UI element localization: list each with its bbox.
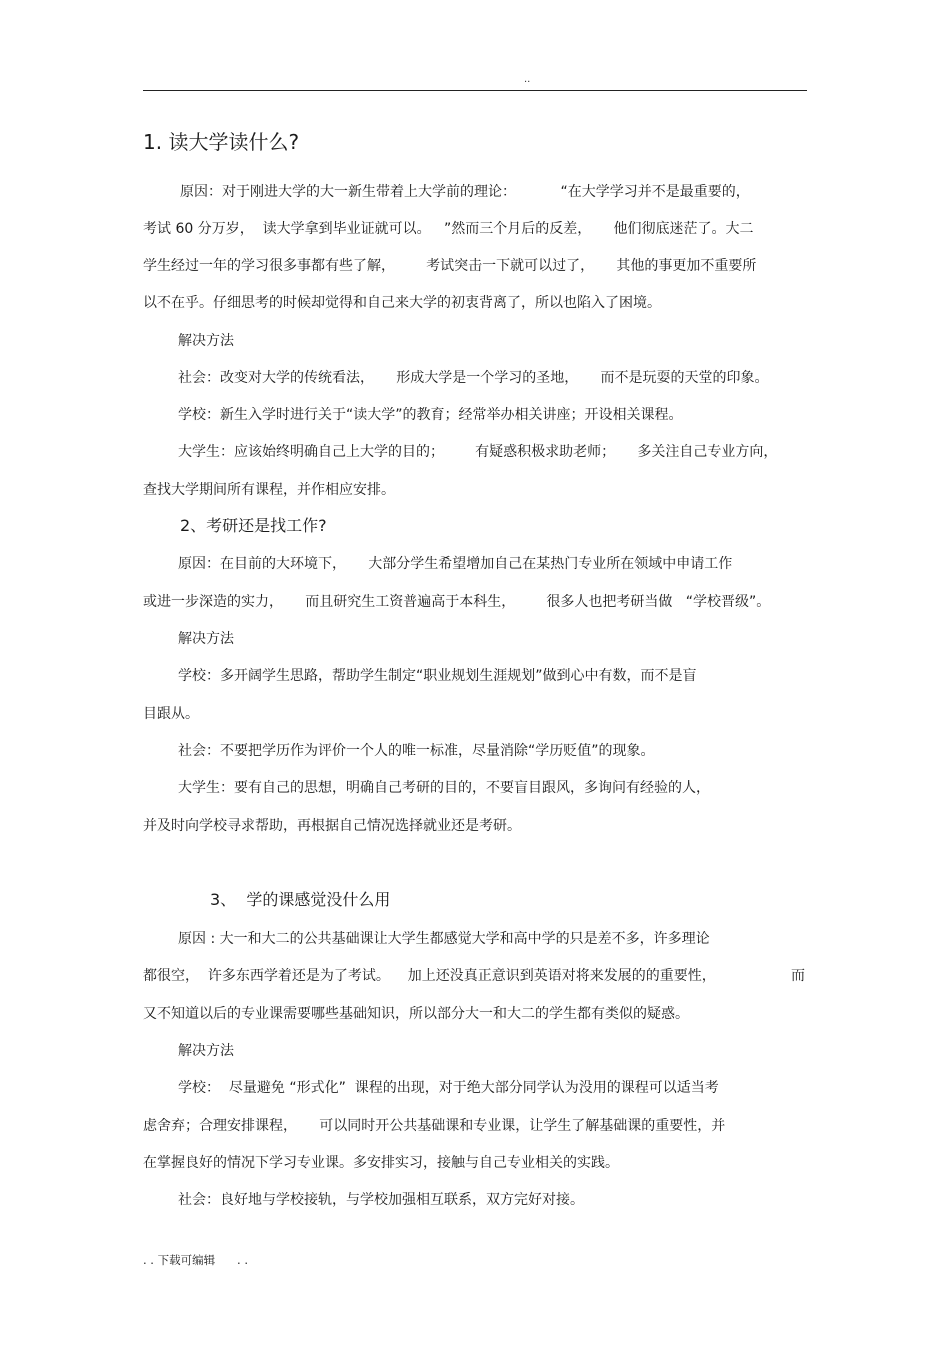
paragraph-line: 学生经过一年的学习很多事都有些了解， 考试突击一下就可以过了， 其他的事更加不重要所 bbox=[143, 258, 757, 274]
paragraph-line: 学校：多开阔学生思路，帮助学生制定“职业规划生涯规划”做到心中有数，而不是盲 bbox=[178, 668, 697, 684]
paragraph-line: 学校： 尽量避免 “形式化” 课程的出现，对于绝大部分同学认为没用的课程可以适当考 bbox=[178, 1080, 719, 1096]
paragraph-line: 社会：不要把学历作为评价一个人的唯一标准，尽量消除“学历贬值”的现象。 bbox=[178, 743, 655, 759]
paragraph-line: 虑舍弃；合理安排课程， 可以同时开公共基础课和专业课，让学生了解基础课的重要性，并 bbox=[143, 1118, 726, 1134]
paragraph-line: 考试 60 分万岁， 读大学拿到毕业证就可以。 ”然而三个月后的反差， 他们彻底迷茫了。大二 bbox=[143, 221, 754, 237]
paragraph-line: 目跟从。 bbox=[143, 706, 199, 722]
paragraph-line: 以不在乎。仔细思考的时候却觉得和自己来大学的初衷背离了，所以也陷入了困境。 bbox=[143, 295, 661, 311]
section-3-title: 3、 学的课感觉没什么用 bbox=[210, 890, 391, 909]
solution-heading: 解决方法 bbox=[178, 1043, 234, 1059]
solution-heading: 解决方法 bbox=[178, 631, 234, 647]
paragraph-line: 社会：良好地与学校接轨，与学校加强相互联系，双方完好对接。 bbox=[178, 1192, 584, 1208]
paragraph-line: 原因 : 大一和大二的公共基础课让大学生都感觉大学和高中学的只是差不多，许多理论 bbox=[178, 931, 710, 947]
paragraph-line: 大学生：要有自己的思想，明确自己考研的目的，不要盲目跟风，多询问有经验的人， bbox=[178, 780, 710, 796]
section-1-title: 1. 读大学读什么? bbox=[143, 130, 300, 154]
paragraph-line: 又不知道以后的专业课需要哪些基础知识，所以部分大一和大二的学生都有类似的疑惑。 bbox=[143, 1006, 689, 1022]
solution-heading: 解决方法 bbox=[178, 333, 234, 349]
header-rule bbox=[143, 90, 807, 91]
paragraph-line: 学校：新生入学时进行关于“读大学”的教育；经常举办相关讲座；开设相关课程。 bbox=[178, 407, 683, 423]
paragraph-line: 在掌握良好的情况下学习专业课。多安排实习，接触与自己专业相关的实践。 bbox=[143, 1155, 619, 1171]
paragraph-line: 原因：对于刚进大学的大一新生带着上大学前的理论： “在大学学习并不是最重要的， bbox=[180, 184, 750, 200]
section-2-title: 2、考研还是找工作? bbox=[180, 516, 327, 535]
paragraph-line: 原因：在目前的大环境下， 大部分学生希望增加自己在某热门专业所在领域中申请工作 bbox=[178, 556, 733, 572]
paragraph-line-end: 而 bbox=[791, 968, 805, 984]
paragraph-line: 并及时向学校寻求帮助，再根据自己情况选择就业还是考研。 bbox=[143, 818, 521, 834]
header-dots: .. bbox=[524, 74, 531, 85]
paragraph-line: 大学生：应该始终明确自己上大学的目的； 有疑惑积极求助老师； 多关注自己专业方向， bbox=[178, 444, 778, 460]
paragraph-line: 社会：改变对大学的传统看法， 形成大学是一个学习的圣地， 而不是玩耍的天堂的印象。 bbox=[178, 370, 769, 386]
paragraph-line: 查找大学期间所有课程，并作相应安排。 bbox=[143, 482, 395, 498]
paragraph-line: 或进一步深造的实力， 而且研究生工资普遍高于本科生， 很多人也把考研当做 “学校晋级”。 bbox=[143, 594, 771, 610]
paragraph-line: 都很空， 许多东西学着还是为了考试。 加上还没真正意识到英语对将来发展的的重要性， bbox=[143, 968, 716, 984]
footer-note: . . 下载可编辑 . . bbox=[143, 1253, 249, 1267]
